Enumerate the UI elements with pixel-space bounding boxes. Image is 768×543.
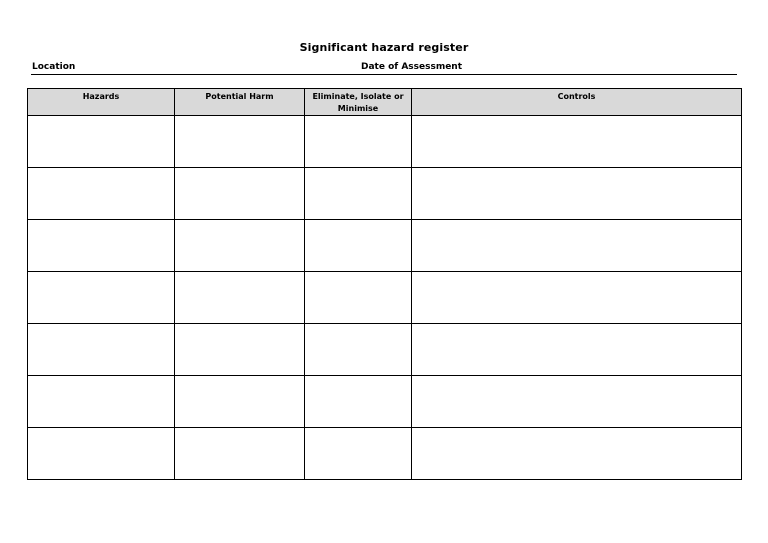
controls-cell[interactable] <box>412 220 742 272</box>
controls-cell[interactable] <box>412 116 742 168</box>
table-row <box>28 376 742 428</box>
hazard-register-table <box>27 88 742 480</box>
hazard-cell[interactable] <box>28 428 175 480</box>
controls-cell[interactable] <box>412 168 742 220</box>
table-row <box>28 324 742 376</box>
hazard-cell[interactable] <box>28 116 175 168</box>
table-row <box>28 220 742 272</box>
potential-harm-cell[interactable] <box>175 272 305 324</box>
hazard-cell[interactable] <box>28 324 175 376</box>
table-row <box>28 168 742 220</box>
hazard-cell[interactable] <box>28 272 175 324</box>
controls-cell[interactable] <box>412 324 742 376</box>
hazard-cell[interactable] <box>28 376 175 428</box>
eliminate-isolate-minimise-cell[interactable] <box>305 116 412 168</box>
table-row <box>28 116 742 168</box>
controls-cell[interactable] <box>412 272 742 324</box>
hazard-cell[interactable] <box>28 168 175 220</box>
header-fields <box>31 60 737 75</box>
potential-harm-cell[interactable] <box>175 116 305 168</box>
column-header-potential-harm: Potential Harm <box>175 89 305 116</box>
eliminate-isolate-minimise-cell[interactable] <box>305 272 412 324</box>
eliminate-isolate-minimise-cell[interactable] <box>305 324 412 376</box>
date-of-assessment-label: Date of Assessment <box>361 62 463 72</box>
column-header-controls: Controls <box>412 89 742 116</box>
eliminate-isolate-minimise-cell[interactable] <box>305 376 412 428</box>
potential-harm-cell[interactable] <box>175 376 305 428</box>
potential-harm-cell[interactable] <box>175 428 305 480</box>
hazard-cell[interactable] <box>28 220 175 272</box>
column-header-hazards: Hazards <box>28 89 175 116</box>
eliminate-isolate-minimise-cell[interactable] <box>305 168 412 220</box>
controls-cell[interactable] <box>412 428 742 480</box>
column-header-eliminate-isolate-minimise: Eliminate, Isolate or Minimise <box>305 89 412 116</box>
potential-harm-cell[interactable] <box>175 324 305 376</box>
table-header-row <box>28 89 742 116</box>
potential-harm-cell[interactable] <box>175 220 305 272</box>
eliminate-isolate-minimise-cell[interactable] <box>305 428 412 480</box>
eliminate-isolate-minimise-cell[interactable] <box>305 220 412 272</box>
page-title: Significant hazard register <box>299 41 469 54</box>
table-row <box>28 272 742 324</box>
table-row <box>28 428 742 480</box>
location-label: Location <box>32 62 76 72</box>
controls-cell[interactable] <box>412 376 742 428</box>
potential-harm-cell[interactable] <box>175 168 305 220</box>
